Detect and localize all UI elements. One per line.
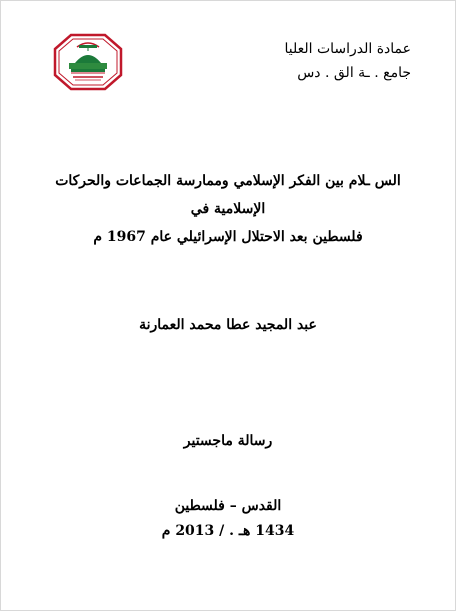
degree-type: رسالة ماجستير: [183, 433, 273, 449]
university-seal-icon: [53, 33, 123, 91]
thesis-title-line-1: الس ـلام بين الفكر الإسلامي وممارسة الجماعات والحركات الإسلامية في: [55, 173, 401, 217]
author-name: عبد المجيد عطا محمد العمارنة: [139, 317, 317, 333]
thesis-title: [41, 167, 415, 251]
header-block: [284, 37, 411, 85]
thesis-title-line-2: فلسطين بعد الاحتلال الإسرائيلي عام 1967 م: [93, 229, 363, 245]
university-name: جامع . ـة الق . دس: [297, 65, 411, 81]
place: القدس – فلسطين: [174, 498, 282, 514]
deanship-name: عمادة الدراسات العليا: [284, 41, 411, 57]
date: 1434 هـ . / 2013 م: [161, 523, 295, 539]
